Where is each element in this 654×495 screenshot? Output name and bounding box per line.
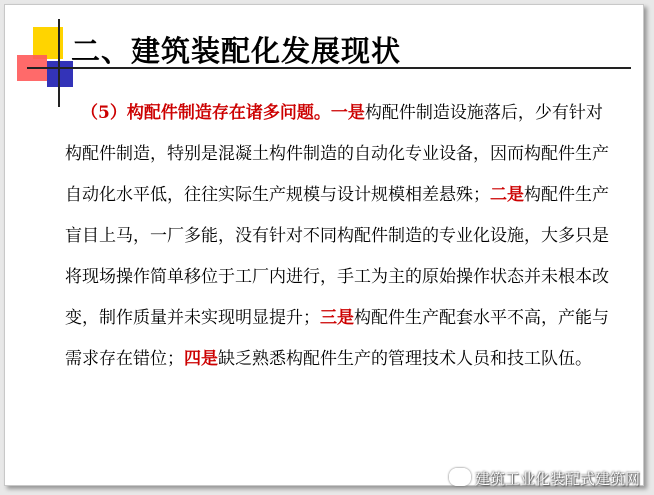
slide — [4, 4, 644, 486]
decor-vertical-line — [58, 19, 60, 107]
paragraph-segment: 三是 — [320, 308, 354, 328]
paragraph-segment: 缺乏熟悉构配件生产的管理技术人员和技工队伍。 — [218, 349, 592, 369]
paragraph-segment: 构配件生产配套水平不高，产能与需求存在错位； — [65, 308, 609, 369]
wechat-icon — [449, 468, 471, 486]
paragraph-segment: 构配件制造设施落后，少有针对构配件制造，特别是混凝土构件制造的自动化专业设备，因而构配件生产自动化水平低，往往实际生产规模与设计规模相差悬殊； — [65, 103, 609, 205]
paragraph-segment: 四是 — [184, 349, 218, 369]
watermark-text: 建筑工业化装配式建筑网 — [474, 470, 640, 488]
slide-body — [65, 93, 613, 380]
paragraph-segment: 二是 — [490, 185, 524, 205]
paragraph-segment: （5）构配件制造存在诸多问题。 — [81, 103, 331, 123]
decor-blue-square — [47, 61, 73, 87]
paragraph-segment: 构配件生产盲目上马，一厂多能，没有针对不同构配件制造的专业化设施，大多只是将现场操作简单移位于工厂内进行，手工为主的原始操作状态并未根本改变，制作质量并未实现明显提升； — [65, 185, 609, 328]
slide-title: 二、建筑装配化发展现状 — [71, 34, 402, 68]
watermark — [449, 468, 640, 489]
paragraph-segment: 一是 — [330, 103, 365, 123]
